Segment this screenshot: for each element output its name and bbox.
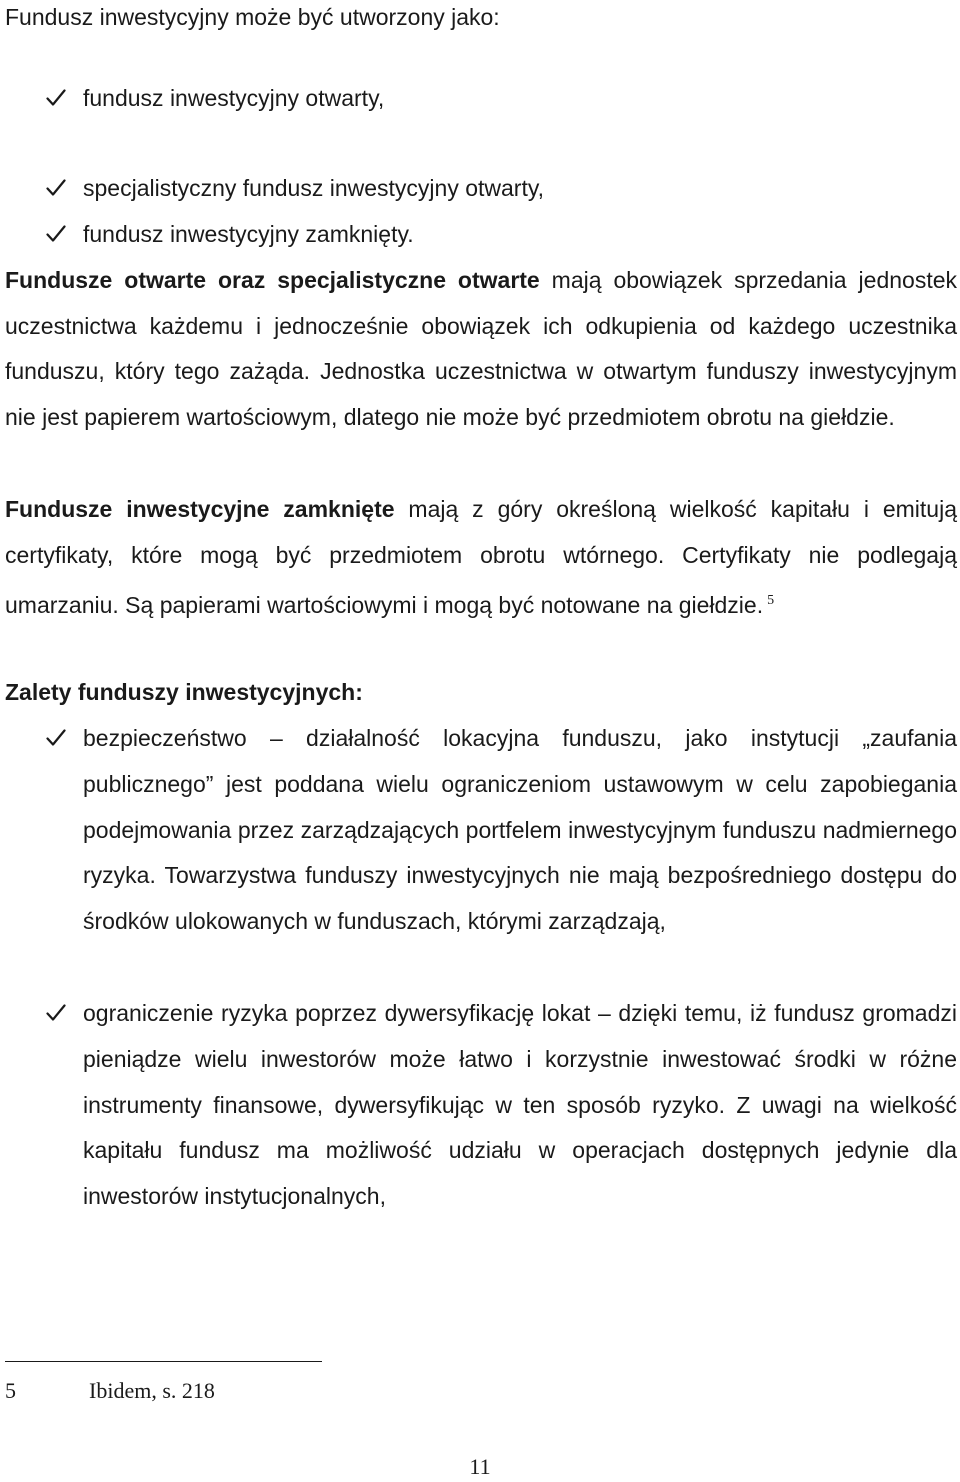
- advantages-heading-text: Zalety funduszy inwestycyjnych:: [5, 679, 363, 705]
- checkmark-icon: [46, 716, 68, 747]
- footnote-separator: [5, 1361, 322, 1362]
- term-closed-funds: Fundusze inwestycyjne zamknięte: [5, 496, 395, 522]
- paragraph-open-funds: [5, 258, 957, 440]
- fund-type-label: fundusz inwestycyjny otwarty,: [83, 85, 385, 111]
- advantage-text: bezpieczeństwo – działalność lokacyjna funduszu, jako instytucji „zaufania publicznego” jest poddana wielu ograniczeniom ustawowym w celu zapobiegania podejmowania przez zarządzających portfelem inwestycyjnym funduszu nadmiernego ryzyka. Towarzystwa funduszy inwestycyjnych nie mają bezpośredniego dostępu do środków ulokowanych w funduszach, którymi zarządzają,: [83, 725, 957, 935]
- checkmark-icon: [46, 76, 68, 107]
- open-funds-text: mają obowiązek sprzedania jednostek uczestnictwa każdemu i jednocześnie obowiązek ich odkupienia od każdego uczestnika funduszu, który tego zażąda. Jednostka uczestnictwa w otwartym funduszy inwestycyjnym nie jest papierem wartościowym, dlatego nie może być przedmiotem obrotu na giełdzie.: [5, 267, 957, 430]
- fund-type-label: fundusz inwestycyjny zamknięty.: [83, 221, 414, 247]
- term-open-funds: Fundusze otwarte oraz specjalistyczne otwarte: [5, 267, 540, 293]
- closed-funds-text: mają z góry określoną wielkość kapitału i emitują certyfikaty, które mogą być przedmiotem obrotu wtórnego. Certyfikaty nie podlegają umarzaniu. Są papierami wartościowymi i mogą być notowane na giełdzie.: [5, 496, 957, 618]
- intro-text: Fundusz inwestycyjny może być utworzony jako:: [5, 4, 500, 30]
- checkmark-icon: [46, 991, 68, 1022]
- page-number: 11: [469, 1454, 491, 1479]
- footnote-number: 5: [5, 1378, 16, 1403]
- checkmark-icon: [46, 166, 68, 197]
- fund-type-label: specjalistyczny fundusz inwestycyjny otwarty,: [83, 175, 545, 201]
- checkmark-icon: [46, 212, 68, 243]
- footnote: [5, 1376, 215, 1406]
- footnote-reference: 5: [767, 593, 775, 608]
- advantage-text: ograniczenie ryzyka poprzez dywersyfikację lokat – dzięki temu, iż fundusz gromadzi pieniądze wielu inwestorów może łatwo i korzystnie inwestować środki w różne instrumenty finansowe, dywersyfikując w ten sposób ryzyko. Z uwagi na wielkość kapitału fundusz ma możliwość udziału w operacjach dostępnych jedynie dla inwestorów instytucjonalnych,: [83, 1000, 957, 1210]
- footnote-text: Ibidem, s. 218: [89, 1378, 215, 1403]
- advantages-heading: [5, 670, 957, 716]
- paragraph-closed-funds: [5, 487, 957, 629]
